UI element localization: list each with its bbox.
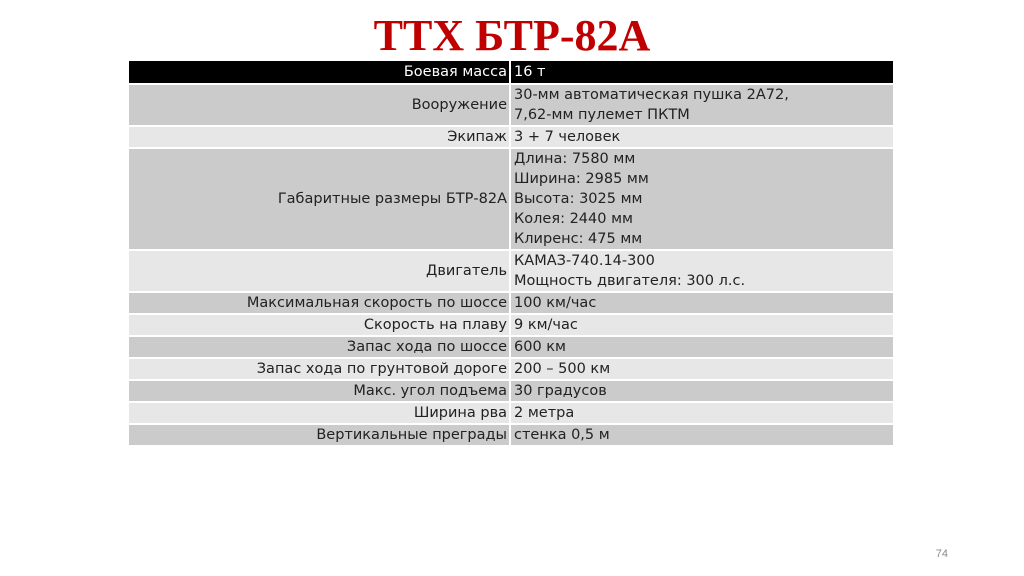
spec-value-line: Мощность двигателя: 300 л.с. — [514, 273, 746, 289]
table-row — [129, 314, 893, 336]
spec-value-line: Высота: 3025 мм — [514, 191, 643, 207]
spec-value-line: КАМАЗ-740.14-300 — [514, 253, 655, 269]
spec-value-cell — [510, 314, 893, 336]
spec-value-cell — [510, 126, 893, 148]
spec-value-line: 3 + 7 человек — [514, 129, 621, 145]
spec-value-line: стенка 0,5 м — [514, 427, 610, 443]
table-row — [129, 148, 893, 250]
spec-value-cell — [510, 148, 893, 250]
table-header-row — [129, 61, 893, 84]
spec-value-line: 200 – 500 км — [514, 361, 611, 377]
spec-value-cell — [510, 380, 893, 402]
spec-value-cell — [510, 84, 893, 126]
spec-label-cell: Запас хода по грунтовой дороге — [129, 358, 510, 380]
spec-value-cell — [510, 250, 893, 292]
spec-value-cell — [510, 358, 893, 380]
spec-value-line: 9 км/час — [514, 317, 578, 333]
table-row — [129, 424, 893, 446]
table-row — [129, 336, 893, 358]
spec-value-cell — [510, 336, 893, 358]
table-row — [129, 84, 893, 126]
spec-label-cell: Вертикальные преграды — [129, 424, 510, 446]
spec-value-line: 30-мм автоматическая пушка 2А72, — [514, 87, 789, 103]
spec-label-cell: Скорость на плаву — [129, 314, 510, 336]
spec-value-cell — [510, 292, 893, 314]
table-row — [129, 358, 893, 380]
spec-label-cell: Максимальная скорость по шоссе — [129, 292, 510, 314]
spec-label-cell: Габаритные размеры БТР-82А — [129, 148, 510, 250]
page-number: 74 — [935, 548, 948, 560]
spec-label-cell: Ширина рва — [129, 402, 510, 424]
table-row — [129, 292, 893, 314]
spec-value-line: 100 км/час — [514, 295, 597, 311]
spec-label-cell: Двигатель — [129, 250, 510, 292]
table-row — [129, 380, 893, 402]
spec-label-cell: Вооружение — [129, 84, 510, 126]
table-row — [129, 126, 893, 148]
spec-value-line: 2 метра — [514, 405, 575, 421]
spec-value-line: Длина: 7580 мм — [514, 151, 636, 167]
slide-title: ТТХ БТР-82А — [373, 11, 651, 60]
specs-table — [129, 61, 893, 447]
spec-value-cell — [510, 424, 893, 446]
table-row — [129, 402, 893, 424]
header-label-cell: Боевая масса — [129, 61, 510, 84]
spec-label-cell: Макс. угол подъема — [129, 380, 510, 402]
spec-value-line: Клиренс: 475 мм — [514, 231, 643, 247]
spec-value-line: 7,62-мм пулемет ПКТМ — [514, 107, 690, 123]
spec-value-line: Ширина: 2985 мм — [514, 171, 649, 187]
spec-value-cell — [510, 402, 893, 424]
spec-value-line: 600 км — [514, 339, 566, 355]
spec-value-line: Колея: 2440 мм — [514, 211, 633, 227]
spec-label-cell: Экипаж — [129, 126, 510, 148]
header-value-cell: 16 т — [510, 61, 893, 84]
table-row — [129, 250, 893, 292]
spec-value-line: 30 градусов — [514, 383, 607, 399]
spec-label-cell: Запас хода по шоссе — [129, 336, 510, 358]
